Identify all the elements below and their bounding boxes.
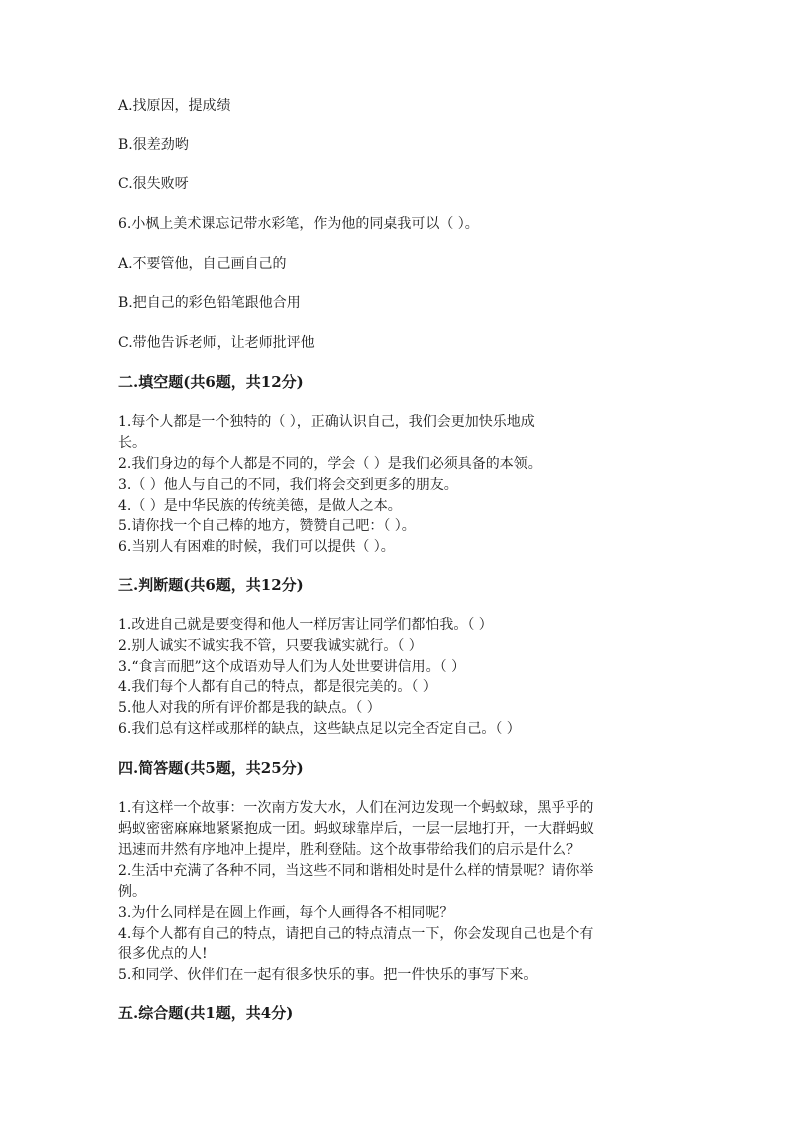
short-answer-line: 5.和同学、伙伴们在一起有很多快乐的事。把一件快乐的事写下来。 <box>118 967 538 983</box>
judgment-item: 6.我们总有这样或那样的缺点，这些缺点足以完全否定自己。（ ） <box>118 721 521 737</box>
fill-item: 3.（ ）他人与自己的不同，我们将会交到更多的朋友。 <box>118 477 458 493</box>
fill-item: 4.（ ）是中华民族的传统美德，是做人之本。 <box>118 498 402 514</box>
short-answer-line: 例。 <box>118 884 146 900</box>
judgment-item: 4.我们每个人都有自己的特点，都是很完美的。（ ） <box>118 679 437 695</box>
fill-item: 1.每个人都是一个独特的（ ），正确认识自己，我们会更加快乐地成 <box>118 414 535 430</box>
fill-item: 2.我们身边的每个人都是不同的，学会（ ）是我们必须具备的本领。 <box>118 456 542 472</box>
fill-item: 长。 <box>118 435 146 451</box>
fill-item: 6.当别人有困难的时候，我们可以提供（ ）。 <box>118 539 395 555</box>
judgment-item: 2.别人诚实不诚实我不管，只要我诚实就行。（ ） <box>118 638 423 654</box>
section-title-fill-in: 二.填空题(共6题，共12分) <box>118 373 304 391</box>
short-answer-line: 蚂蚁密密麻麻地紧紧抱成一团。蚂蚁球靠岸后，一层一层地打开，一大群蚂蚁 <box>118 821 594 837</box>
short-answer-line: 2.生活中充满了各种不同，当这些不同和谐相处时是什么样的情景呢？请你举 <box>118 863 594 879</box>
judgment-item: 5.他人对我的所有评价都是我的缺点。（ ） <box>118 700 381 716</box>
short-answer-line: 3.为什么同样是在圆上作画，每个人画得各不相同呢？ <box>118 905 454 921</box>
question-6-option-c: C.带他告诉老师，让老师批评他 <box>118 335 315 351</box>
short-answer-line: 4.每个人都有自己的特点，请把自己的特点清点一下，你会发现自己也是个有 <box>118 926 594 942</box>
section-title-short-answer: 四.简答题(共5题，共25分) <box>118 759 304 777</box>
question-6-option-b: B.把自己的彩色铅笔跟他合用 <box>118 295 301 311</box>
judgment-item: 3.“食言而肥”这个成语劝导人们为人处世要讲信用。（ ） <box>118 659 466 675</box>
option-c: C.很失败呀 <box>118 176 189 192</box>
question-6-stem: 6.小枫上美术课忘记带水彩笔，作为他的同桌我可以（ ）。 <box>118 216 479 232</box>
judgment-item: 1.改进自己就是要变得和他人一样厉害让同学们都怕我。（ ） <box>118 617 493 633</box>
short-answer-line: 迅速而井然有序地冲上提岸，胜利登陆。这个故事带给我们的启示是什么？ <box>118 842 580 858</box>
section-title-judgment: 三.判断题(共6题，共12分) <box>118 576 304 594</box>
option-b: B.很差劲哟 <box>118 137 189 153</box>
fill-item: 5.请你找一个自己棒的地方，赞赞自己吧：（ ）。 <box>118 518 416 534</box>
short-answer-line: 1.有这样一个故事：一次南方发大水，人们在河边发现一个蚂蚁球，黑乎乎的 <box>118 800 594 816</box>
short-answer-line: 很多优点的人! <box>118 946 208 962</box>
section-title-comprehensive: 五.综合题(共1题，共4分) <box>118 1004 294 1022</box>
question-6-option-a: A.不要管他，自己画自己的 <box>118 256 287 272</box>
option-a: A.找原因，提成绩 <box>118 98 231 114</box>
